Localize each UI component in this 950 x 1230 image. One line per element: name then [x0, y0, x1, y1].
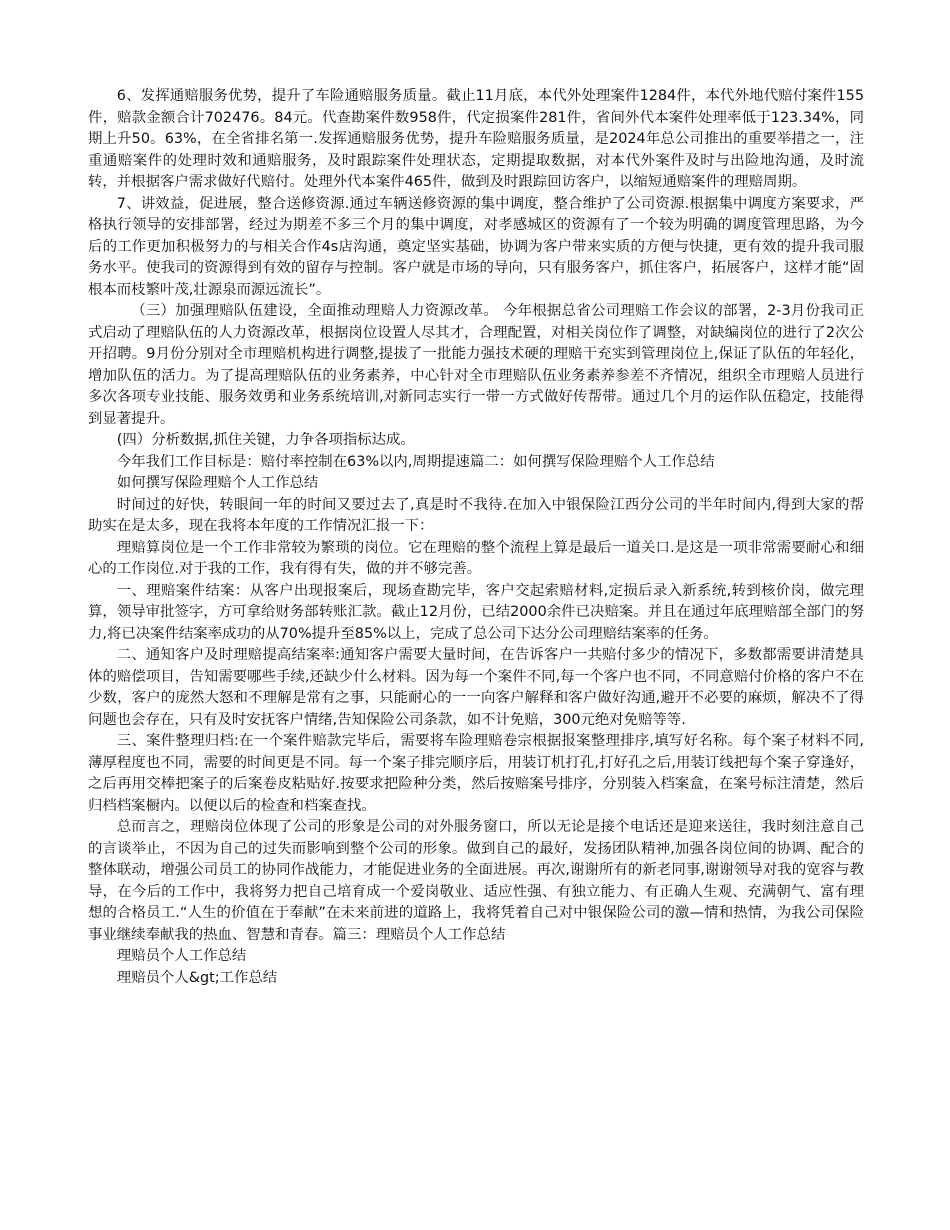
- paragraph-case-closing: 一、理赔案件结案：从客户出现报案后，现场查勘完毕，客户交起索赔材料,定损后录入新系统,转到核价岗，做完理算，领导审批签字，方可拿给财务部转账汇款。截止12月份，已结2000余件已决赔案。并且在通过年底理赔部全部门的努力,将已决案件结案率成功的从70%提升至85%以上，完成了总公司下达分公司理赔结案率的任务。: [88, 582, 864, 642]
- paragraph-conclusion: 总而言之，理赔岗位体现了公司的形象是公司的对外服务窗口，所以无论是接个电话还是迎来送往，我时刻注意自己的言谈举止，不因为自己的过失而影响到整个公司的形象。做到自己的最好，发扬团队精神,加强各岗位间的协调、配合的整体联动，增强公司员工的协同作战能力，才能促进业务的全面进展。再次,谢谢所有的新老同事,谢谢领导对我的宽容与教导，在今后的工作中，我将努力把自己培育成一个爱岗敬业、适应性强、有独立能力、有正确人生观、充满朝气、富有理想的合格员工.“人生的价值在于奉献”在未来前进的道路上，我将凭着自己对中银保险公司的激—情和热情，为我公司保险事业继续奉献我的热血、智慧和青春。篇三：理赔员个人工作总结: [88, 819, 864, 943]
- paragraph-position-description: 理赔算岗位是一个工作非常较为繁琐的岗位。它在理赔的整个流程上算是最后一道关口.是这是一项非常需要耐心和细心的工作岗位.对于我的工作，我有得有失，做的并不够完善。: [88, 539, 864, 577]
- paragraph-intro: 时间过的好快，转眼间一年的时间又要过去了,真是时不我待.在加入中银保险江西分公司的半年时间内,得到大家的帮助实在是太多，现在我将本年度的工作情况汇报一下：: [88, 496, 864, 534]
- paragraph-case-archiving: 三、案件整理归档:在一个案件赔款完毕后，需要将车险理赔卷宗根据报案整理排序,填写好名称。每个案子材料不同,薄厚程度也不同，需要的时间更是不同。每一个案子排完顺序后，用装订机打孔,打好孔之后,用装订线把每个案子穿逢好，之后再用交棒把案子的后案卷皮粘贴好.按要求把险种分类，然后按赔案号排序，分别装入档案盒，在案号标注清楚，然后归档档案橱内。以便以后的检查和档案查找。: [88, 733, 864, 814]
- paragraph-work-goal: 今年我们工作目标是：赔付率控制在63%以内,周期提速篇二：如何撰写保险理赔个人工作总结: [116, 453, 715, 470]
- article-title-how-to-write: 如何撰写保险理赔个人工作总结: [116, 475, 319, 491]
- paragraph-section-7: 7、讲效益，促进展，整合送修资源.通过车辆送修资源的集中调度，整合维护了公司资源.根据集中调度方案要求，严格执行领导的安排部署，经过为期差不多三个月的集中调度，对孝感城区的资源有了一个较为明确的调度管理思路，为今后的工作更加积极努力的与相关合作4s店沟通，奠定坚实基础，协调为客户带来实质的方便与快捷，更有效的提升我司服务水平。使我司的资源得到有效的留存与控制。客户就是市场的导向，只有服务客户，抓住客户，拓展客户，这样才能“固根本而枝繁叶茂,壮源泉而源远流长”。: [88, 195, 864, 298]
- paragraph-team-building: （三）加强理赔队伍建设，全面推动理赔人力资源改革。 今年根据总省公司理赔工作会议的部署，2-3月份我司正式启动了理赔队伍的人力资源改革，根据岗位设置人尽其才，合理配置，对相关岗位作了调整，对缺编岗位的进行了2次公开招聘。9月份分别对全市理赔机构进行调整,提拔了一批能力强技术硬的理赔干充实到管理岗位上,保证了队伍的年轻化，增加队伍的活力。为了提高理赔队伍的业务素养，中心针对全市理赔队伍业务素养参差不齐情况，组织全市理赔人员进行多次各项专业技能、服务效勇和业务系统培训,对新同志实行一带一方式做好传帮带。通过几个月的运作队伍稳定，技能得到显著提升。: [88, 303, 864, 427]
- paragraph-data-analysis-heading: (四）分析数据,抓住关键，力争各项指标达成。: [116, 432, 415, 448]
- paragraph-customer-notification: 二、通知客户及时理赔提高结案率:通知客户需要大量时间，在告诉客户一共赔付多少的情况下，多数都需要讲清楚具体的赔偿项目，告知需要哪些手续,还缺少什么材料。因为每一个案件不同,每一个客户也不同，不同意赔付价格的客户不在少数，客户的庞然大怒和不理解是常有之事，只能耐心的一一向客户解释和客户做好沟通,避开不必要的麻烦，解决不了得问题也会存在，只有及时安抚客户情绪,告知保险公司条款，如不计免赔，300元绝对免赔等等.: [88, 647, 864, 728]
- article-title-adjuster-summary: 理赔员个人工作总结: [116, 948, 247, 964]
- paragraph-section-6: 6、发挥通赔服务优势，提升了车险通赔服务质量。截止11月底，本代外处理案件1284件，本代外地代赔付案件155件，赔款金额合计702476。84元。代查勘案件数958件，代定损案件281件，省间外代本案件处理率低于123.34%，同期上升50。63%，在全省排名第一.发挥通赔服务优势，提升车险赔服务质量，是2024年总公司推出的重要举措之一，注重通赔案件的处理时效和通赔服务，及时跟踪案件处理状态，定期提取数据，对本代外案件及时与出险地沟通，及时流转，并根据客户需求做好代赔付。处理外代本案件465件，做到及时跟踪回访客户，以缩短通赔案件的理赔周期。: [88, 88, 864, 190]
- article-subtitle-adjuster-summary: 理赔员个人&gt;工作总结: [116, 969, 278, 986]
